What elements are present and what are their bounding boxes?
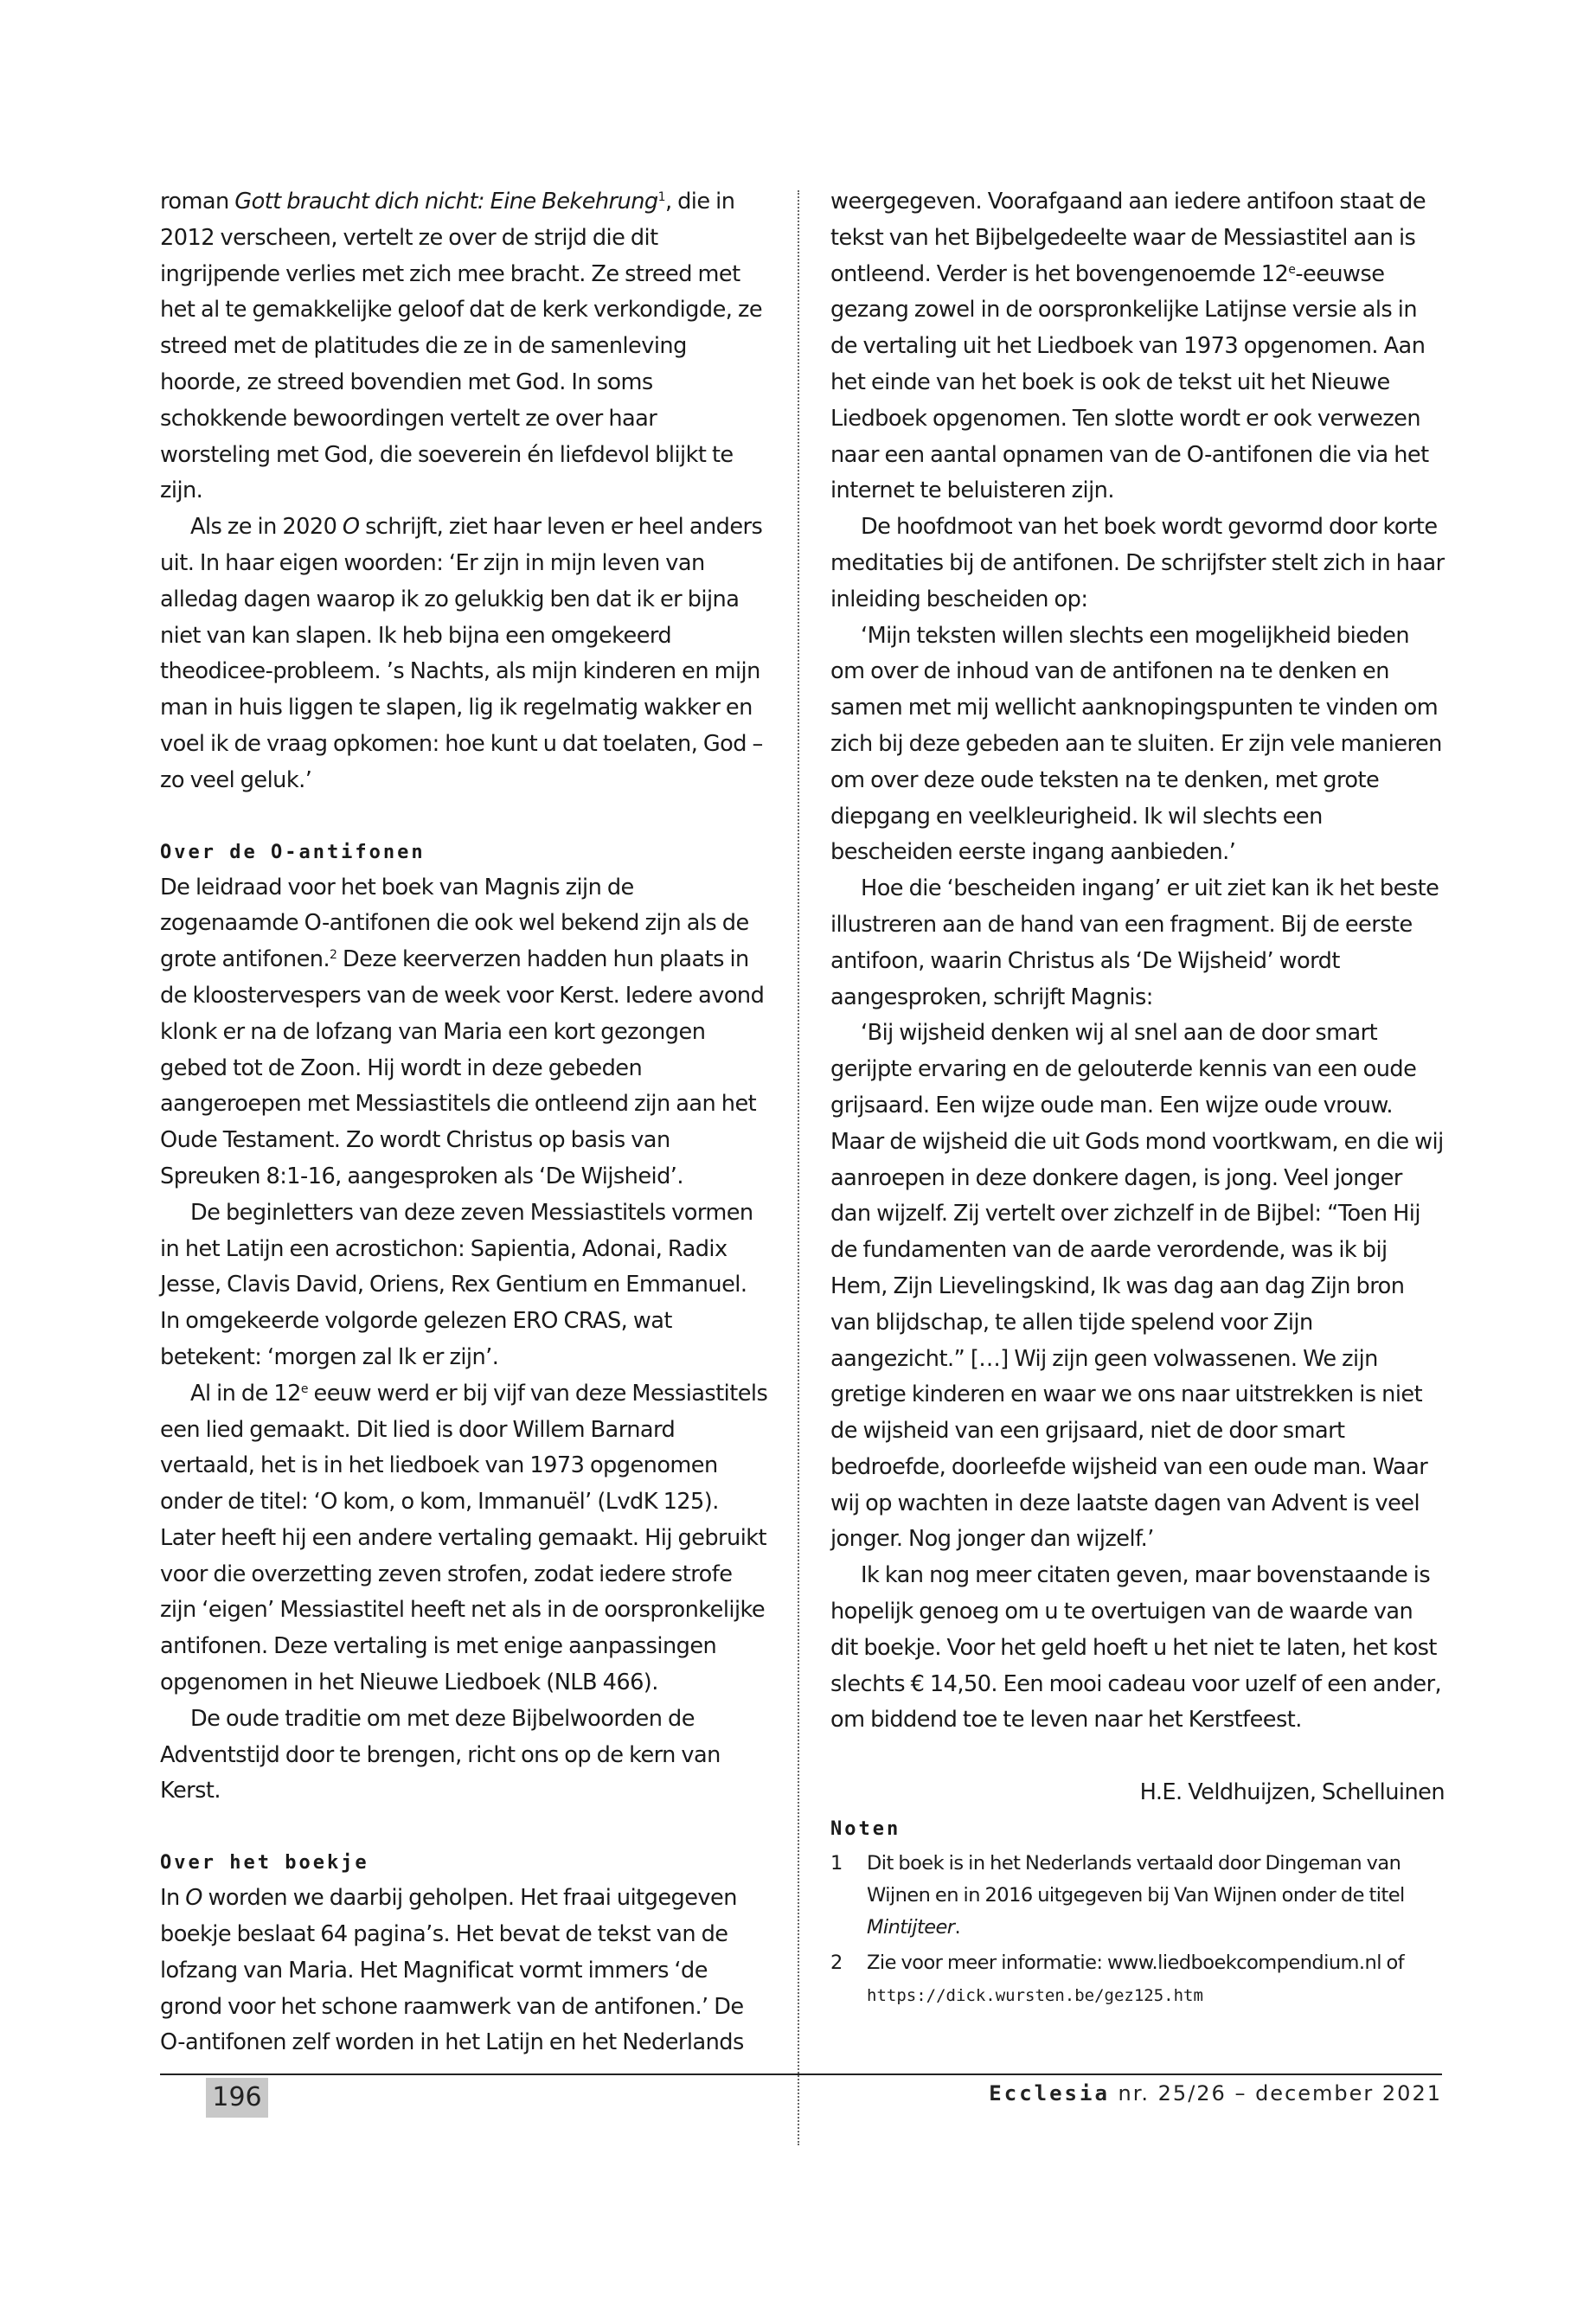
section-heading: Over het boekje [160, 1852, 369, 1875]
paragraph [160, 1376, 770, 1702]
paragraph [160, 1881, 770, 2061]
issue-info: nr. 25/26 – december 2021 [1109, 2081, 1442, 2106]
text: Als ze in 2020 [190, 514, 343, 541]
paragraph: De hoofdmoot van het boek wordt gevormd door korte meditaties bij de antifonen. De schrijfster stelt zich in haar inleiding bescheiden op: [830, 514, 1445, 612]
page-number: 196 [206, 2078, 268, 2118]
paragraph [160, 184, 770, 510]
text: De leidraad voor het boek van Magnis zijn de zogenaamde O-antifonen die ook wel bekend zijn als de grote antifonen. [160, 874, 749, 973]
footnote-ref: 2 [330, 948, 337, 963]
author-signature: H.E. Veldhuijzen, Schelluinen [1139, 1779, 1445, 1806]
footnote-text: . [954, 1916, 961, 1939]
footnote-number: 1 [830, 1852, 843, 1875]
footnote [830, 1947, 1445, 2012]
footnote-url[interactable]: https://dick.wursten.be/gez125.htm [867, 1986, 1203, 2006]
footer-rule [160, 2073, 1442, 2075]
book-title: O [185, 1885, 202, 1912]
footnote-title: Mintijteer [867, 1916, 955, 1939]
left-column [160, 184, 770, 2061]
paragraph: De oude traditie om met deze Bijbelwoorden de Adventstijd door te brengen, richt ons op de kern van Kerst. [160, 1705, 721, 1804]
text: weergegeven. Voorafgaand aan iedere antifoon staat de tekst van het Bijbelgedeelte waar de Messiastitel aan is ontleend. Verder is het bovengenoemde 12 [830, 189, 1426, 287]
footnote-text: Zie voor meer informatie: www.liedboekcompendium.nl of [867, 1952, 1405, 1975]
footer-publication [989, 2081, 1442, 2106]
superscript: e [1288, 262, 1296, 277]
superscript: e [300, 1381, 308, 1396]
paragraph [830, 184, 1445, 510]
paragraph: De beginletters van deze zeven Messiastitels vormen in het Latijn een acrostichon: Sapientia, Adonai, Radix Jesse, Clavis David, Oriens, Rex Gentium en Emmanuel. In omgekeerde volgorde gelezen ERO CRAS, wat betekent: ‘morgen zal Ik er zijn’. [160, 1199, 753, 1370]
notes-heading: Noten [830, 1818, 901, 1841]
section-heading: Over de O-antifonen [160, 841, 426, 863]
text: -eeuwse gezang zowel in de oorspronkelijke Latijnse versie als in de vertaling uit het Liedboek van 1973 opgenomen. Aan het einde van het boek is ook de tekst uit het Nieuwe Liedboek opgenomen. Ten slotte wordt er ook verwezen naar een aantal opnamen van de O-antifonen die via het internet te beluisteren zijn. [830, 260, 1429, 504]
text: , die in 2012 verscheen, vertelt ze over de strijd die dit ingrijpende verlies met zich mee bracht. Ze streed met het al te gemakkelijke geloof dat de kerk verkondigde, ze streed met de platitudes die ze in de samenleving hoorde, ze streed bovendien met God. In soms schokkende bewoordingen vertelt ze over haar worsteling met God, die soeverein én liefdevol blijkt te zijn. [160, 189, 763, 504]
quote-paragraph: ‘Bij wijsheid denken wij al snel aan de door smart gerijpte ervaring en de gelouterde kennis van een oude grijsaard. Een wijze oude man. Een wijze oude vrouw. Maar de wijsheid die uit Gods mond voortkwam, en die wij aanroepen in deze donkere dagen, is jong. Veel jonger dan wijzelf. Zij vertelt over zichzelf in de Bijbel: “Toen Hij de fundamenten van de aarde verordende, was ik bij Hem, Zijn Lievelingskind, Ik was dag aan dag Zijn bron van blijdschap, te allen tijde spelend voor Zijn aangezicht.” […] Wij zijn geen volwassenen. We zijn gretige kinderen en waar we ons naar uitstrekken is niet de wijsheid van een grijsaard, niet de door smart bedroefde, doorleefde wijsheid van een oude man. Waar wij op wachten in deze laatste dagen van Advent is veel jonger. Nog jonger dan wijzelf.’ [830, 1020, 1444, 1553]
paragraph: Ik kan nog meer citaten geven, maar bovenstaande is hopelijk genoeg om u te overtuigen van de waarde van dit boekje. Voor het geld hoeft u het niet te laten, het kost slechts € 14,50. Een mooi cadeau voor uzelf of een ander, om biddend toe te leven naar het Kerstfeest. [830, 1562, 1442, 1734]
text: eeuw werd er bij vijf van deze Messiastitels een lied gemaakt. Dit lied is door Willem Barnard vertaald, het is in het liedboek van 1973 opgenomen onder de titel: ‘O kom, o kom, Immanuël’ (LvdK 125). Later heeft hij een andere vertaling gemaakt. Hij gebruikt voor die overzetting zeven strofen, zodat iedere strofe zijn ‘eigen’ Messiastitel heeft net als in de oorspronkelijke antifonen. Deze vertaling is met enige aanpassingen opgenomen in het Nieuwe Liedboek (NLB 466). [160, 1380, 768, 1696]
book-title: O [342, 514, 360, 541]
quote-paragraph: ‘Mijn teksten willen slechts een mogelijkheid bieden om over de inhoud van de antifonen na te denken en samen met mij wellicht aanknopingspunten te vinden om zich bij deze gebeden aan te sluiten. Er zijn vele manieren om over deze oude teksten na te denken, met grote diepgang en veelkleurigheid. Ik wil slechts een bescheiden eerste ingang aanbieden.’ [830, 622, 1442, 866]
text: In [160, 1885, 186, 1912]
magazine-name: Ecclesia [989, 2081, 1110, 2106]
footnote-ref: 1 [657, 190, 665, 204]
text: Deze keerverzen hadden hun plaats in de kloostervespers van de week voor Kerst. Iedere avond klonk er na de lofzang van Maria een kort gezongen gebed tot de Zoon. Hij wordt in deze gebeden aangeroepen met Messiastitels die ontleend zijn aan het Oude Testament. Zo wordt Christus op basis van Spreuken 8:1-16, aangesproken als ‘De Wijsheid’. [160, 946, 765, 1189]
text: roman [160, 189, 235, 215]
text: worden we daarbij geholpen. Het fraai uitgegeven boekje beslaat 64 pagina’s. Het bevat de tekst van de lofzang van Maria. Het Magnificat vormt immers ‘de grond voor het schone raamwerk van de antifonen.’ De O-antifonen zelf worden in het Latijn en het Nederlands [160, 1885, 744, 2056]
paragraph [160, 870, 770, 1195]
right-column [830, 184, 1445, 2012]
footnote-number: 2 [830, 1952, 843, 1975]
book-title: Gott braucht dich nicht: Eine Bekehrung [234, 189, 658, 215]
text: schrijft, ziet haar leven er heel anders uit. In haar eigen woorden: ‘Er zijn in mijn leven van alledag dagen waarop ik zo gelukkig ben dat ik er bijna niet van kan slapen. Ik heb bijna een omgekeerd theodicee-probleem. ’s Nachts, als mijn kinderen en mijn man in huis liggen te slapen, lig ik regelmatig wakker en voel ik de vraag opkomen: hoe kunt u dat toelaten, God – zo veel geluk.’ [160, 514, 763, 793]
column-divider [798, 190, 799, 2145]
paragraph [160, 510, 770, 798]
footnote-text: Dit boek is in het Nederlands vertaald door Dingeman van Wijnen en in 2016 uitgegeven bij Van Wijnen onder de titel [867, 1852, 1405, 1907]
footnote [830, 1848, 1445, 1944]
paragraph: Hoe die ‘bescheiden ingang’ er uit ziet kan ik het beste illustreren aan de hand van een fragment. Bij de eerste antifoon, waarin Christus als ‘De Wijsheid’ wordt aangesproken, schrijft Magnis: [830, 875, 1439, 1010]
text: Al in de 12 [190, 1380, 301, 1407]
